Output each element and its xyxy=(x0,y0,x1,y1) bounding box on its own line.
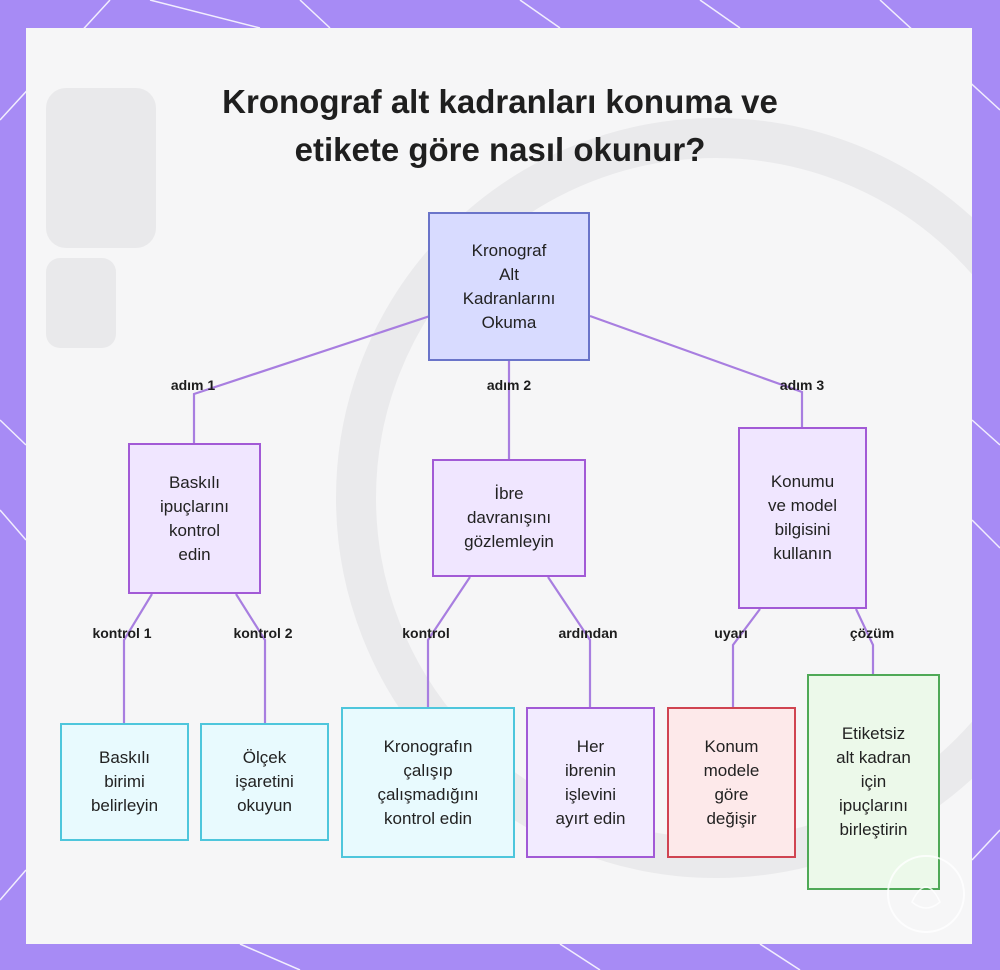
edge-step3-leaf6 xyxy=(856,609,873,675)
node-leaf4-line: Her xyxy=(576,736,605,756)
edge-label-leaf2: kontrol 2 xyxy=(233,625,293,641)
edge-root-step3 xyxy=(590,316,802,428)
node-leaf5-line: Konum xyxy=(704,736,759,756)
edge-label-leaf6: çözüm xyxy=(849,625,895,641)
node-step2-line: gözlemleyin xyxy=(464,532,554,551)
node-leaf3-line: çalışmadığını xyxy=(377,784,479,804)
node-leaf3-line: Kronografın xyxy=(383,736,473,756)
node-leaf2 xyxy=(200,723,329,841)
node-leaf6-line: birleştirin xyxy=(839,820,908,839)
node-root xyxy=(428,212,590,361)
node-step1-line: kontrol xyxy=(168,520,220,540)
title-line-1: Kronograf alt kadranları konuma ve xyxy=(222,83,778,120)
edge-step1-leaf1 xyxy=(124,594,152,724)
node-leaf3-line: çalışıp xyxy=(403,760,453,780)
node-step3-line: ve model xyxy=(768,496,837,515)
node-step3-line: bilgisini xyxy=(774,520,831,539)
node-step2-line: İbre xyxy=(494,484,524,503)
node-leaf4 xyxy=(526,707,655,858)
edge-label-leaf1: kontrol 1 xyxy=(92,625,152,641)
node-step1-line: ipuçlarını xyxy=(160,496,229,516)
node-leaf1-line: belirleyin xyxy=(90,796,159,815)
node-leaf5-line: modele xyxy=(703,760,760,780)
node-leaf6-line: için xyxy=(860,772,887,791)
node-root-line: Alt xyxy=(499,264,519,284)
node-leaf4-line: işlevini xyxy=(564,784,617,804)
node-leaf6-line: Etiketsiz xyxy=(841,724,906,743)
node-step2-line: davranışını xyxy=(466,508,552,527)
node-leaf5-line: göre xyxy=(714,784,749,804)
watermark-logo-icon xyxy=(884,852,968,936)
node-leaf6-line: alt kadran xyxy=(836,748,911,767)
title-line-2: etikete göre nasıl okunur? xyxy=(294,131,706,168)
edge-step2-leaf4 xyxy=(548,577,590,708)
edge-label-leaf5: uyarı xyxy=(714,625,748,641)
node-step1-line: edin xyxy=(178,544,211,564)
node-leaf5 xyxy=(667,707,796,858)
edge-label-step2: adım 2 xyxy=(486,377,532,393)
node-leaf3-line: kontrol edin xyxy=(384,808,472,828)
edge-label-leaf4: ardından xyxy=(558,625,618,641)
node-leaf1-line: birimi xyxy=(104,772,145,791)
node-leaf1 xyxy=(60,723,189,841)
edge-root-step1 xyxy=(194,316,430,444)
edge-step2-leaf3 xyxy=(428,577,470,708)
edge-step3-leaf5 xyxy=(733,609,760,708)
node-step3-line: Konumu xyxy=(770,472,835,491)
node-root-line: Kronograf xyxy=(471,240,547,260)
node-leaf4-line: ayırt edin xyxy=(555,808,626,828)
edge-label-leaf3: kontrol xyxy=(402,625,450,641)
edge-label-step1: adım 1 xyxy=(170,377,216,393)
node-leaf2-line: Ölçek xyxy=(242,748,287,767)
node-leaf2-line: işaretini xyxy=(235,772,294,791)
node-leaf6-line: ipuçlarını xyxy=(839,796,908,815)
node-leaf2-line: okuyun xyxy=(237,796,292,815)
edge-label-step3: adım 3 xyxy=(779,377,825,393)
node-leaf4-line: ibrenin xyxy=(564,760,617,780)
node-leaf1-line: Baskılı xyxy=(98,748,151,767)
node-leaf5-line: değişir xyxy=(706,808,757,828)
node-step3 xyxy=(738,427,867,609)
node-leaf3 xyxy=(341,707,515,858)
node-step1-line: Baskılı xyxy=(168,472,220,492)
node-root-line: Kadranlarını xyxy=(462,288,556,308)
node-step2 xyxy=(432,459,586,577)
node-step3-line: kullanın xyxy=(773,544,832,563)
edge-step1-leaf2 xyxy=(236,594,265,724)
node-step1 xyxy=(128,443,261,594)
node-root-line: Okuma xyxy=(481,312,537,332)
